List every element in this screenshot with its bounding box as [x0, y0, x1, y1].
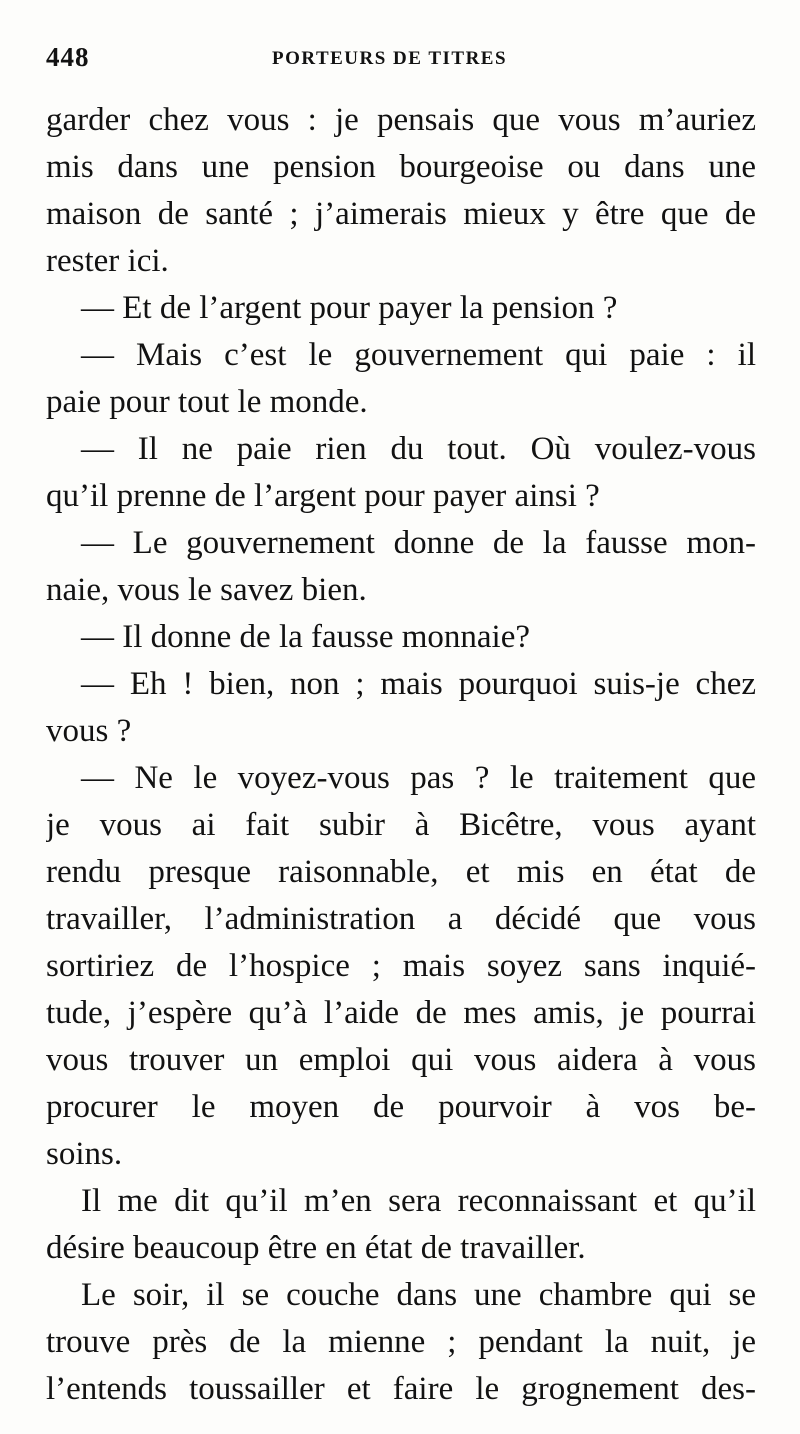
page-number: 448: [46, 42, 90, 72]
text-line: tude, j’espère qu’à l’aide de mes amis, je pourrai: [46, 995, 756, 1031]
text-line: garder chez vous : je pensais que vous m’auriez: [46, 102, 756, 138]
text-line: rendu presque raisonnable, et mis en état de: [46, 854, 756, 890]
text-line: paie pour tout le monde.: [46, 384, 368, 420]
text-line: vous ?: [46, 713, 132, 749]
text-line: naie, vous le savez bien.: [46, 572, 367, 608]
text-line: Le soir, il se couche dans une chambre qui se: [81, 1277, 756, 1313]
page-header: [46, 40, 756, 76]
text-line: maison de santé ; j’aimerais mieux y être que de: [46, 196, 756, 232]
text-line: procurer le moyen de pourvoir à vos be-: [46, 1089, 756, 1125]
text-line: — Et de l’argent pour payer la pension ?: [81, 290, 618, 326]
text-line: désire beaucoup être en état de travailler.: [46, 1230, 586, 1266]
text-line: soins.: [46, 1136, 123, 1172]
text-line: je vous ai fait subir à Bicêtre, vous ayant: [46, 807, 756, 843]
text-line: l’entends toussailler et faire le grognement des-: [46, 1371, 756, 1407]
text-line: sortiriez de l’hospice ; mais soyez sans inquié-: [46, 948, 756, 984]
text-line: mis dans une pension bourgeoise ou dans une: [46, 149, 756, 185]
text-line: rester ici.: [46, 243, 169, 279]
text-line: — Il donne de la fausse monnaie?: [81, 619, 531, 655]
body-text: [46, 98, 756, 1414]
text-line: — Il ne paie rien du tout. Où voulez-vous: [81, 431, 756, 467]
text-line: Il me dit qu’il m’en sera reconnaissant et qu’il: [81, 1183, 756, 1219]
text-line: — Eh ! bien, non ; mais pourquoi suis-je chez: [81, 666, 756, 702]
text-line: qu’il prenne de l’argent pour payer ainsi ?: [46, 478, 600, 514]
text-line: — Le gouvernement donne de la fausse mon-: [81, 525, 756, 561]
text-line: — Mais c’est le gouvernement qui paie : il: [81, 337, 756, 373]
text-line: vous trouver un emploi qui vous aidera à vous: [46, 1042, 756, 1078]
text-line: travailler, l’administration a décidé que vous: [46, 901, 756, 937]
text-line: trouve près de la mienne ; pendant la nuit, je: [46, 1324, 756, 1360]
running-head: PORTEURS DE TITRES: [272, 48, 508, 69]
text-line: — Ne le voyez-vous pas ? le traitement que: [81, 760, 756, 796]
